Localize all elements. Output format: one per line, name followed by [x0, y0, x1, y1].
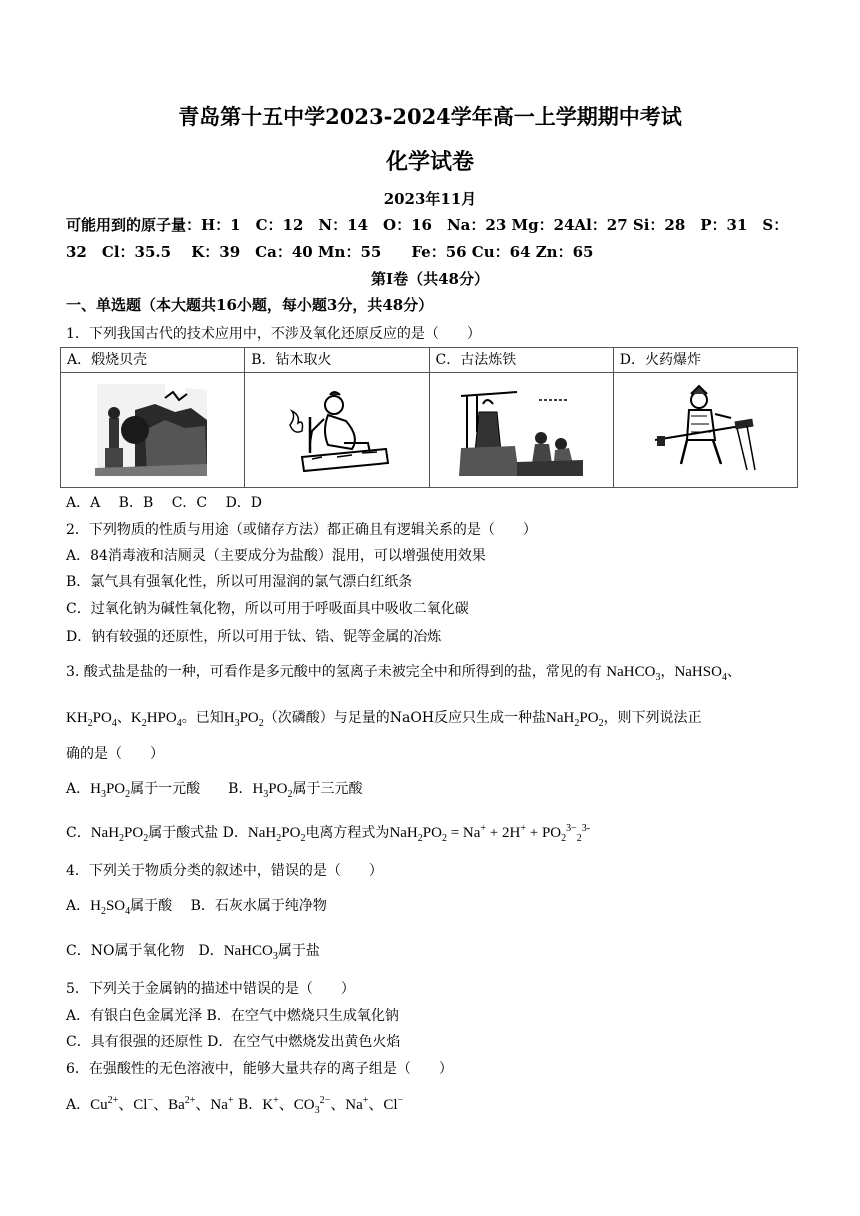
question-2-option-d: D．钠有较强的还原性，所以可用于钛、锆、铌等金属的冶炼 — [66, 629, 442, 645]
question-4-stem: 4．下列关于物质分类的叙述中，错误的是（ ） — [66, 863, 383, 879]
formula-h2so4: $H_2SO_4$ — [90, 898, 131, 917]
question-4-option-d: 属于盐 — [277, 943, 320, 959]
atomic-masses-line-1: 可能用到的原子量：H：1 C：12 N：14 O：16 Na：23 Mg：24Al：27 Si：28 P：31 S： — [66, 216, 789, 234]
exam-date: 2023年11月 — [383, 190, 477, 208]
question-3-option-c: 属于酸式盐 — [148, 825, 219, 841]
question-3-option-a: 属于一元酸 — [130, 781, 201, 797]
question-4-options-cd: C．NO属于氧化物 D．NaHCO$_3$属于盐 — [66, 943, 320, 962]
question-2-option-b: B．氯气具有强氧化性，所以可用湿润的氯气漂白红纸条 — [66, 574, 413, 590]
question-3-stem-b: 。已知 — [181, 710, 224, 726]
option-c-label: C．古法炼铁 — [429, 348, 613, 373]
shell-calcining-illustration — [95, 380, 210, 480]
question-3-option-d: 电离方程式为 — [305, 825, 390, 841]
section-heading: 一、单选题（本大题共16小题，每小题3分，共48分） — [66, 296, 434, 314]
question-3-stem-c: （次磷酸）与足量的NaOH反应只生成一种盐 — [263, 710, 547, 726]
question-3-options-cd: C．$NaH_2PO_2$属于酸式盐 D．$NaH_2PO_2$电离方程式为$NaH_2PO_2 = Na^+ + 2H^+ + PO_2^{3-}_2^{3-}$ — [66, 823, 591, 844]
formula-nah2po2-c: $NaH_2PO_2$ — [90, 825, 149, 844]
volume-heading: 第Ⅰ卷（共48分） — [371, 270, 489, 288]
question-5-options-cd: C．具有很强的还原性 D．在空气中燃烧发出黄色火焰 — [66, 1034, 401, 1050]
formula-h3po2-b: $H_3PO_2$ — [252, 781, 293, 800]
exam-subject: 化学试卷 — [385, 149, 474, 175]
formula-k2hpo4: $K_2HPO_4$ — [130, 710, 182, 729]
exam-title: 青岛第十五中学2023-2024学年高一上学期期中考试 — [178, 104, 682, 129]
question-4-option-a: 属于酸 — [130, 898, 173, 914]
ion-set-b: K+、$CO_3^{2-}$、Na+、Cl− — [262, 1095, 404, 1116]
option-d-label: D．火药爆炸 — [613, 348, 797, 373]
fire-drilling-illustration — [282, 387, 392, 473]
question-2-stem: 2．下列物质的性质与用途（或储存方法）都正确且有逻辑关系的是（ ） — [66, 522, 537, 538]
question-1-stem: 1．下列我国古代的技术应用中，不涉及氧化还原反应的是（ ） — [66, 326, 481, 342]
question-3-option-b: 属于三元酸 — [292, 781, 363, 797]
formula-nahco3-q4: NaHCO$_3$ — [223, 943, 278, 962]
formula-nahso4: NaHSO$_4$ — [674, 664, 727, 683]
question-4-options-ab: A．$H_2SO_4$属于酸 B．石灰水属于纯净物 — [66, 898, 327, 917]
question-1-option-table — [60, 347, 798, 488]
option-d-picture — [613, 373, 797, 488]
question-2-option-a: A．84消毒液和洁厕灵（主要成分为盐酸）混用，可以增强使用效果 — [66, 548, 486, 564]
formula-nah2po2-d: $NaH_2PO_2$ — [247, 825, 306, 844]
option-c-picture — [429, 373, 613, 488]
question-3-stem-a: 3. 酸式盐是盐的一种，可看作是多元酸中的氢离子未被完全中和所得到的盐，常见的有 — [66, 664, 602, 680]
question-3-options-ab: A．$H_3PO_2$属于一元酸 B．$H_3PO_2$属于三元酸 — [66, 781, 363, 800]
option-b-picture — [245, 373, 429, 488]
question-3-stem-line-2: $KH_2PO_4$、$K_2HPO_4$。已知$H_3PO_2$（次磷酸）与足量的NaOH反应只生成一种盐$NaH_2PO_2$，则下列说法正 — [66, 710, 702, 729]
formula-nah2po2: $NaH_2PO_2$ — [546, 710, 604, 729]
question-5-stem: 5．下列关于金属钠的描述中错误的是（ ） — [66, 981, 355, 997]
ion-set-a: $Cu^{2+}$、Cl−、$Ba^{2+}$、Na+ — [90, 1095, 234, 1113]
atomic-masses-line-2: 32 Cl：35.5 K：39 Ca：40 Mn：55 Fe：56 Cu：64 Zn：65 — [66, 243, 594, 261]
formula-kh2po4: $KH_2PO_4$ — [66, 710, 117, 729]
formula-h3po2-a: $H_3PO_2$ — [90, 781, 131, 800]
gunpowder-explosion-illustration — [651, 384, 759, 476]
question-6-stem: 6．在强酸性的无色溶液中，能够大量共存的离子组是（ ） — [66, 1061, 453, 1077]
question-3-stem-e: 确的是（ ） — [66, 746, 164, 762]
question-3-stem-line-1: 3. 酸式盐是盐的一种，可看作是多元酸中的氢离子未被完全中和所得到的盐，常见的有 NaHCO$_3$，NaHSO$_4$、 — [66, 664, 741, 683]
question-6-options-ab: A．$Cu^{2+}$、Cl−、$Ba^{2+}$、Na+ B．K+、$CO_3^{2-}$、Na+、Cl− — [66, 1095, 404, 1116]
formula-h3po2: $H_3PO_2$ — [223, 710, 264, 729]
question-2-option-c: C．过氧化钠为碱性氧化物，所以可用于呼吸面具中吸收二氧化碳 — [66, 601, 469, 617]
question-5-options-ab: A．有银白色金属光泽 B．在空气中燃烧只生成氧化钠 — [66, 1008, 399, 1024]
question-4-option-b: B．石灰水属于纯净物 — [190, 898, 327, 914]
ionization-equation: $NaH_2PO_2 = Na^+ + 2H^+ + PO_2^{3-}_2^{3-}$ — [389, 823, 591, 844]
option-a-label: A．煅烧贝壳 — [61, 348, 245, 373]
question-1-answers: A．A B．B C．C D．D — [66, 495, 263, 511]
question-4-option-c: C．NO属于氧化物 — [66, 943, 185, 959]
option-a-picture — [61, 373, 245, 488]
formula-nahco3: NaHCO$_3$ — [606, 664, 661, 683]
ancient-iron-smelting-illustration — [457, 382, 585, 478]
option-b-label: B．钻木取火 — [245, 348, 429, 373]
question-3-stem-d: ，则下列说法正 — [603, 710, 702, 726]
